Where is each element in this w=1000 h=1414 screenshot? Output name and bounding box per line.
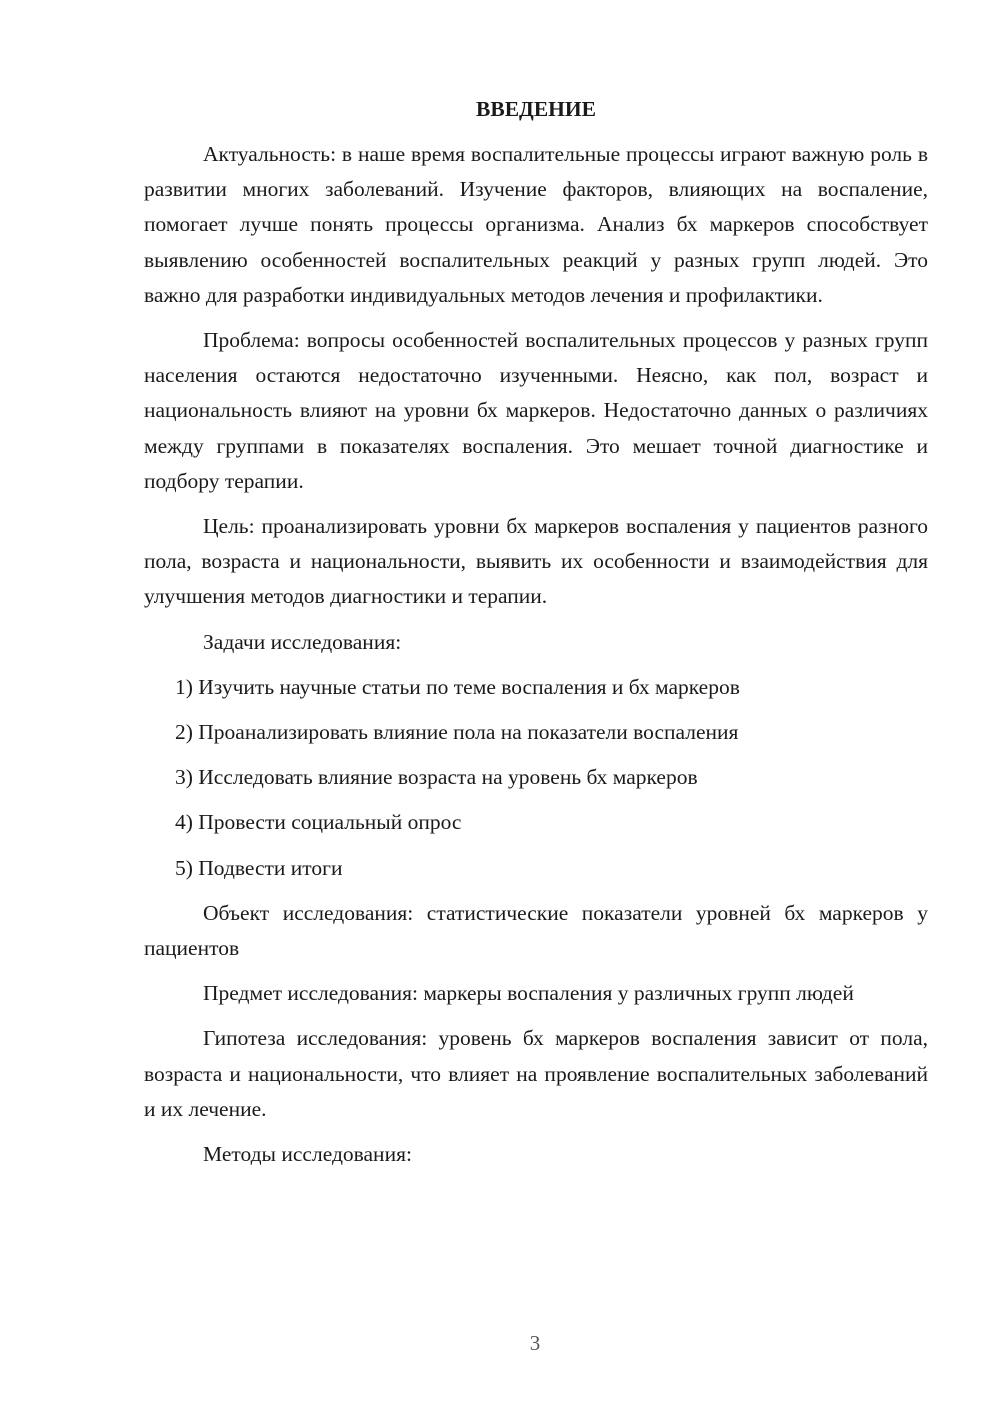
problem-paragraph: Проблема: вопросы особенностей воспалительных процессов у разных групп населения остаются недостаточно изученными. Неясно, как пол, возраст и национальность влияют на уровни бх маркеров. Недостаточно данных о различиях между группами в показателях воспаления. Это мешает точной диагностике и подбору терапии. [144, 328, 928, 493]
methods-heading: Методы исследования: [203, 1142, 412, 1167]
document-page [144, 92, 928, 1182]
task-item: 2) Проанализировать влияние пола на показатели воспаления [175, 720, 739, 745]
tasks-heading: Задачи исследования: [203, 629, 402, 654]
task-item: 3) Исследовать влияние возраста на уровень бх маркеров [175, 765, 698, 790]
task-item: 1) Изучить научные статьи по теме воспаления и бх маркеров [175, 674, 740, 699]
page-number: 3 [529, 1331, 541, 1355]
relevance-paragraph: Актуальность: в наше время воспалительные процессы играют важную роль в развитии многих заболеваний. Изучение факторов, влияющих на воспаление, помогает лучше понять процессы организма. Анализ бх маркеров способствует выявлению особенностей воспалительных реакций у разных групп людей. Это важно для разработки индивидуальных методов лечения и профилактики. [144, 142, 928, 307]
task-item: 4) Провести социальный опрос [175, 810, 462, 835]
task-item: 5) Подвести итоги [175, 855, 343, 880]
subject-paragraph: Предмет исследования: маркеры воспаления у различных групп людей [203, 981, 854, 1006]
goal-paragraph: Цель: проанализировать уровни бх маркеров воспаления у пациентов разного пола, возраста и национальности, выявить их особенности и взаимодействия для улучшения методов диагностики и терапии. [144, 514, 928, 609]
section-title: ВВЕДЕНИЕ [476, 97, 596, 121]
tasks-list [144, 670, 928, 886]
hypothesis-paragraph: Гипотеза исследования: уровень бх маркеров воспаления зависит от пола, возраста и национальности, что влияет на проявление воспалительных заболеваний и их лечение. [144, 1026, 928, 1121]
object-paragraph: Объект исследования: статистические показатели уровней бх маркеров у пациентов [144, 900, 928, 961]
